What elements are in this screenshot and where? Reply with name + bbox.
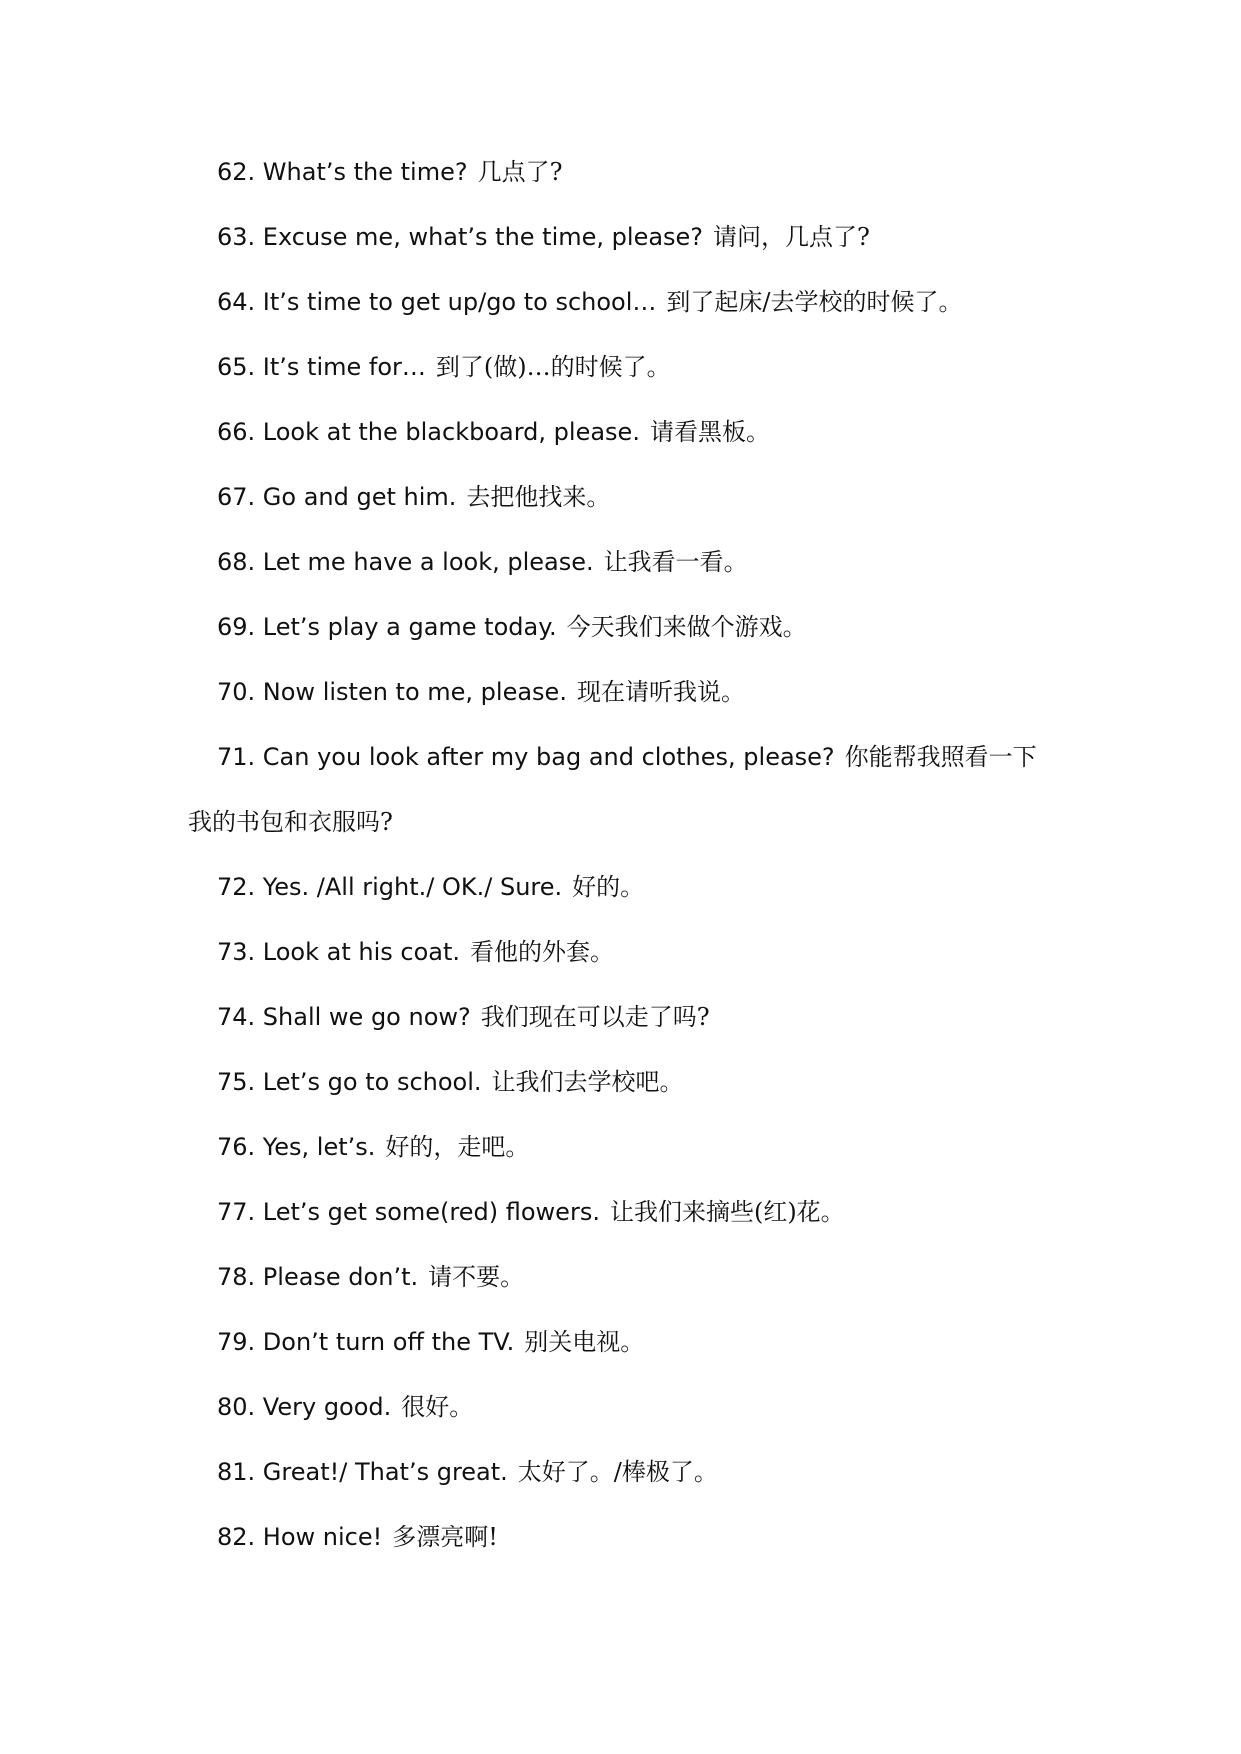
english-phrase: 68. Let me have a look, please. — [217, 548, 594, 576]
english-phrase: 66. Look at the blackboard, please. — [217, 418, 640, 446]
list-item — [188, 873, 1088, 938]
english-phrase: 75. Let’s go to school. — [217, 1068, 482, 1096]
list-item — [188, 1458, 1088, 1523]
english-phrase: 69. Let’s play a game today. — [217, 613, 557, 641]
chinese-translation: 多漂亮啊! — [392, 1523, 498, 1551]
chinese-translation: 请看黑板。 — [649, 418, 770, 446]
chinese-translation: 你能帮我照看一下 — [844, 743, 1037, 771]
english-phrase: 82. How nice! — [217, 1523, 383, 1551]
english-phrase: 63. Excuse me, what’s the time, please? — [217, 223, 704, 251]
english-phrase: 65. It’s time for… — [217, 353, 426, 381]
english-phrase: 81. Great!/ That’s great. — [217, 1458, 508, 1486]
list-item — [188, 483, 1088, 548]
english-phrase: 64. It’s time to get up/go to school… — [217, 288, 657, 316]
chinese-translation: 几点了? — [477, 158, 563, 186]
chinese-translation: 让我们来摘些(红)花。 — [609, 1198, 845, 1226]
english-phrase: 79. Don’t turn off the TV. — [217, 1328, 515, 1356]
list-item — [188, 1068, 1088, 1133]
list-item — [188, 288, 1088, 353]
chinese-translation: 请不要。 — [428, 1263, 525, 1291]
list-item — [188, 678, 1088, 743]
list-item — [188, 1133, 1088, 1198]
list-item — [188, 613, 1088, 678]
english-phrase: 62. What’s the time? — [217, 158, 468, 186]
chinese-translation: 请问，几点了? — [713, 223, 870, 251]
english-phrase: 78. Please don’t. — [217, 1263, 419, 1291]
list-item — [188, 1523, 1088, 1588]
english-phrase: 70. Now listen to me, please. — [217, 678, 567, 706]
english-phrase: 71. Can you look after my bag and clothes, please? — [217, 743, 835, 771]
list-item — [188, 1198, 1088, 1263]
chinese-translation: 好的。 — [572, 873, 645, 901]
chinese-translation-continued: 我的书包和衣服吗? — [188, 808, 393, 836]
list-item — [188, 1003, 1088, 1068]
list-item — [188, 548, 1088, 613]
chinese-translation: 到了(做)…的时候了。 — [435, 353, 671, 381]
chinese-translation: 我们现在可以走了吗? — [480, 1003, 710, 1031]
english-phrase: 74. Shall we go now? — [217, 1003, 471, 1031]
english-phrase: 80. Very good. — [217, 1393, 392, 1421]
english-phrase: 77. Let’s get some(red) flowers. — [217, 1198, 600, 1226]
chinese-translation: 好的，走吧。 — [385, 1133, 530, 1161]
chinese-translation: 看他的外套。 — [470, 938, 615, 966]
chinese-translation: 让我们去学校吧。 — [491, 1068, 684, 1096]
english-phrase: 67. Go and get him. — [217, 483, 457, 511]
phrase-first-line — [217, 743, 1088, 808]
english-phrase: 76. Yes, let’s. — [217, 1133, 376, 1161]
list-item — [188, 1263, 1088, 1328]
phrase-list — [188, 158, 1088, 1588]
list-item — [188, 938, 1088, 1003]
list-item — [188, 418, 1088, 483]
chinese-translation: 去把他找来。 — [466, 483, 611, 511]
chinese-translation: 别关电视。 — [524, 1328, 645, 1356]
chinese-translation: 到了起床/去学校的时候了。 — [666, 288, 963, 316]
list-item — [188, 1328, 1088, 1393]
chinese-translation: 太好了。/棒极了。 — [517, 1458, 718, 1486]
list-item — [188, 1393, 1088, 1458]
chinese-translation: 现在请听我说。 — [576, 678, 745, 706]
chinese-translation: 今天我们来做个游戏。 — [566, 613, 807, 641]
chinese-translation: 让我看一看。 — [603, 548, 748, 576]
english-phrase: 72. Yes. /All right./ OK./ Sure. — [217, 873, 563, 901]
list-item — [188, 743, 1088, 873]
list-item — [188, 158, 1088, 223]
list-item — [188, 353, 1088, 418]
english-phrase: 73. Look at his coat. — [217, 938, 461, 966]
chinese-translation: 很好。 — [401, 1393, 474, 1421]
list-item — [188, 223, 1088, 288]
